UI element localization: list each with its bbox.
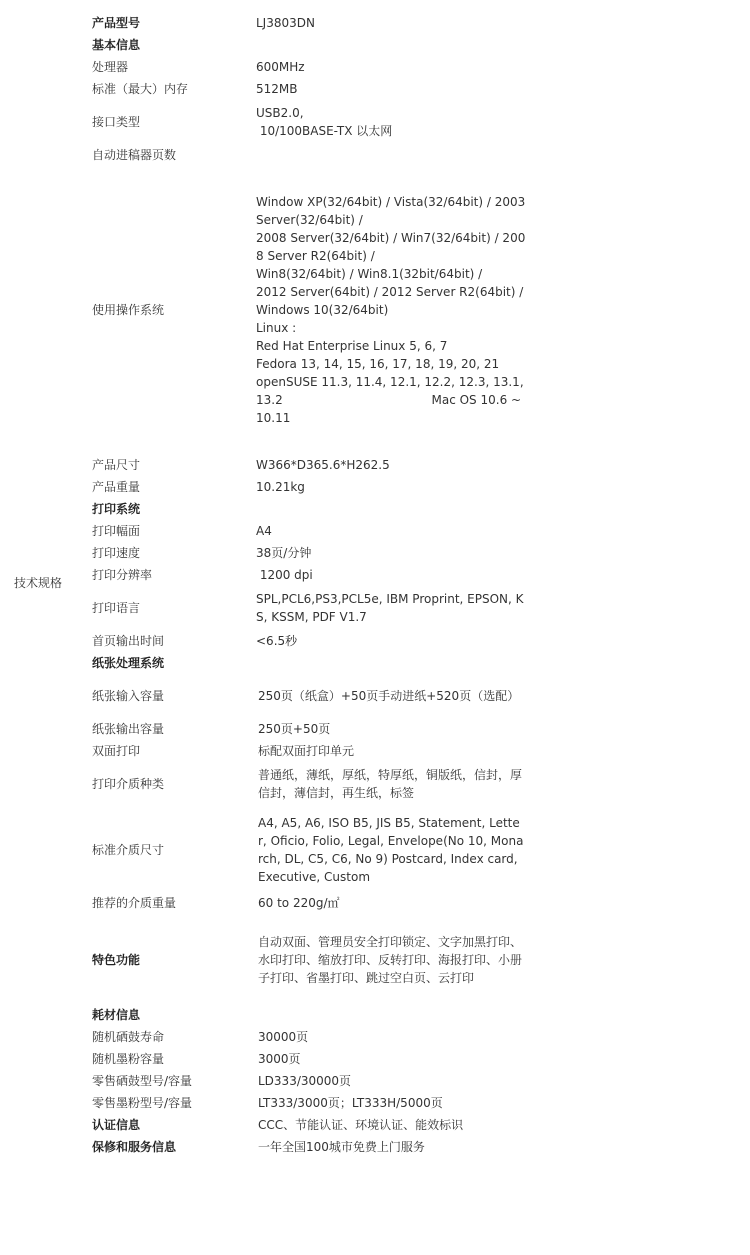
spec-key: 打印语言 <box>92 601 141 615</box>
spec-row <box>0 542 750 564</box>
spec-row <box>0 740 750 762</box>
spec-value: LD333/30000页 <box>258 1074 352 1088</box>
spec-row <box>0 630 750 652</box>
spec-key: 打印介质种类 <box>92 777 165 791</box>
spec-row <box>0 1070 750 1092</box>
spec-key: 接口类型 <box>92 115 141 129</box>
spec-row <box>0 188 750 432</box>
spec-key: 纸张输出容量 <box>92 722 165 736</box>
spec-value: 标配双面打印单元 <box>258 744 355 758</box>
spec-row <box>0 12 750 34</box>
spec-value: 60 to 220g/㎡ <box>258 896 340 910</box>
spec-value: A4, A5, A6, ISO B5, JIS B5, Statement, Letter, Oficio, Folio, Legal, Envelope(No 10, Monarch, DL, C5, C6, No 9) Postcard, Index card, Executive, Custom <box>258 816 524 884</box>
spec-key: 使用操作系统 <box>92 303 165 317</box>
spec-value: SPL,PCL6,PS3,PCL5e, IBM Proprint, EPSON, KS, KSSM, PDF V1.7 <box>256 592 524 624</box>
spec-value: 38页/分钟 <box>256 546 312 560</box>
spec-value: 250页+50页 <box>258 722 331 736</box>
spec-key: 产品型号 <box>92 16 141 30</box>
spec-row <box>0 498 750 520</box>
spec-key: 产品重量 <box>92 480 141 494</box>
spec-value: 普通纸，薄纸，厚纸，特厚纸，铜版纸，信封，厚信封，薄信封，再生纸，标签 <box>258 768 523 800</box>
spec-key: 随机墨粉容量 <box>92 1052 165 1066</box>
spec-value: 30000页 <box>258 1030 309 1044</box>
spec-value: 一年全国100城市免费上门服务 <box>258 1140 425 1154</box>
spec-value: 10.21kg <box>256 480 305 494</box>
spec-value: 1200 dpi <box>256 568 313 582</box>
spec-key: 打印系统 <box>92 502 141 516</box>
spec-row <box>0 1092 750 1114</box>
spec-key: 打印分辨率 <box>92 568 153 582</box>
spec-row <box>0 1048 750 1070</box>
group-label-tech-specs: 技术规格 <box>14 576 63 590</box>
spec-key: 零售墨粉型号/容量 <box>92 1096 193 1110</box>
spec-key: 认证信息 <box>92 1118 141 1132</box>
spec-row <box>0 674 750 718</box>
spec-row <box>0 812 750 888</box>
spec-row <box>0 1026 750 1048</box>
spec-row <box>0 892 750 914</box>
spec-row <box>0 144 750 166</box>
spec-row <box>0 718 750 740</box>
spec-value: A4 <box>256 524 272 538</box>
spec-key: 特色功能 <box>92 953 141 967</box>
spec-value: 600MHz <box>256 60 305 74</box>
spec-row <box>0 520 750 542</box>
spec-value: CCC、节能认证、环境认证、能效标识 <box>258 1118 464 1132</box>
spec-key: 推荐的介质重量 <box>92 896 177 910</box>
spec-key: 处理器 <box>92 60 129 74</box>
spec-row <box>0 1004 750 1026</box>
spec-key: 打印速度 <box>92 546 141 560</box>
spec-row <box>0 1114 750 1136</box>
spec-value: 3000页 <box>258 1052 301 1066</box>
spec-row <box>0 1136 750 1158</box>
spec-row <box>0 78 750 100</box>
spec-key: 保修和服务信息 <box>92 1140 177 1154</box>
spec-key: 纸张输入容量 <box>92 689 165 703</box>
spec-value: USB2.0, 10/100BASE-TX 以太网 <box>256 106 393 138</box>
spec-key: 基本信息 <box>92 38 141 52</box>
spec-key: 双面打印 <box>92 744 141 758</box>
spec-key: 耗材信息 <box>92 1008 141 1022</box>
spec-row <box>0 476 750 498</box>
spec-value: 自动双面、管理员安全打印锁定、文字加黑打印、水印打印、缩放打印、反转打印、海报打印、小册子打印、省墨打印、跳过空白页、云打印 <box>258 935 523 985</box>
spec-row <box>0 922 750 998</box>
spec-key: 随机硒鼓寿命 <box>92 1030 165 1044</box>
spec-key: 首页输出时间 <box>92 634 165 648</box>
spec-row <box>0 762 750 806</box>
spec-key: 打印幅面 <box>92 524 141 538</box>
spec-row <box>0 564 750 586</box>
spec-row <box>0 652 750 674</box>
spec-value: <6.5秒 <box>256 634 298 648</box>
spec-value: Window XP(32/64bit) / Vista(32/64bit) / 2003 Server(32/64bit) / 2008 Server(32/64bit) / Win7(32/64bit) / 2008 Server R2(64bit) / Win8(32/64bit) / Win8.1(32bit/64bit) / 2012 Server(64bit) / 2012 Server R2(64bit) / Windows 10(32/64bit) Linux : Red Hat Enterprise Linux 5, 6, 7 Fedora 13, 14, 15, 16, 17, 18, 19, 20, 21 openSUSE 11.3, 11.4, 12.1, 12.2, 12.3, 13.1, 13.2 Mac OS 10.6 ~ 10.11 <box>256 195 526 425</box>
spec-value: LT333/3000页；LT333H/5000页 <box>258 1096 443 1110</box>
spec-value: 250页（纸盒）+50页手动进纸+520页（选配） <box>258 689 520 703</box>
spec-key: 纸张处理系统 <box>92 656 165 670</box>
spec-key: 标准介质尺寸 <box>92 843 165 857</box>
spec-row <box>0 586 750 630</box>
spec-row <box>0 454 750 476</box>
spec-value: 512MB <box>256 82 298 96</box>
spec-key: 零售硒鼓型号/容量 <box>92 1074 193 1088</box>
spec-value: LJ3803DN <box>256 16 315 30</box>
spec-row <box>0 34 750 56</box>
spec-key: 自动进稿器页数 <box>92 148 177 162</box>
spec-key: 标准（最大）内存 <box>92 82 189 96</box>
spec-row <box>0 56 750 78</box>
spec-value: W366*D365.6*H262.5 <box>256 458 390 472</box>
spec-row <box>0 100 750 144</box>
spec-key: 产品尺寸 <box>92 458 141 472</box>
